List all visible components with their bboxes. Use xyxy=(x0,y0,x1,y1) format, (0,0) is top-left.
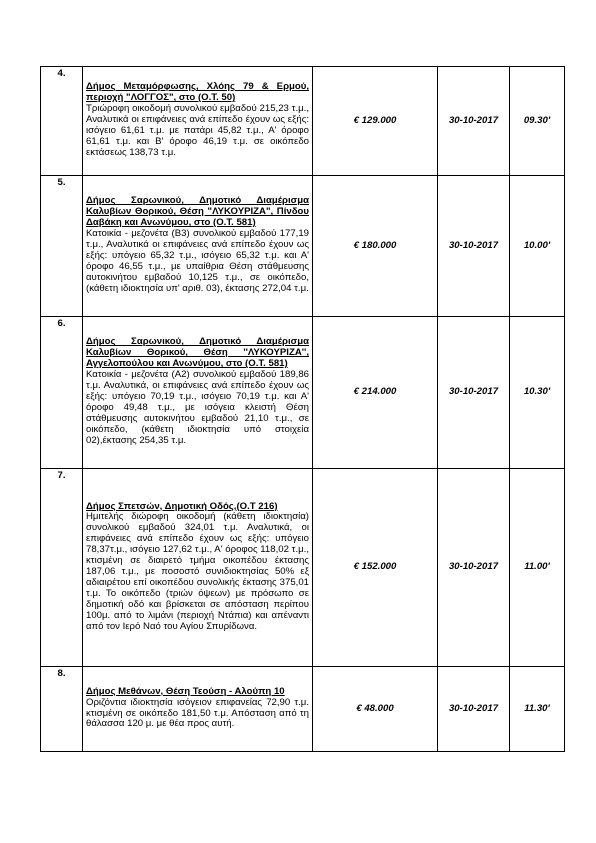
item-location-heading: Δήμος Μεθάνων, Θέση Τεούση - Αλούπη 10 xyxy=(86,685,285,697)
item-price: € 48.000 xyxy=(313,667,438,752)
item-number: 6. xyxy=(41,317,83,469)
item-location-heading: Δήμος Σαρωνικού, Δημοτικό Διαμέρισμα Καλυβίων Θορικού, Θέση "ΛΥΚΟΥΡΙΖΑ", Πίνδου Δαβάκη και Ανωνύμου, στο (Ο.Τ. 581) xyxy=(86,195,309,229)
table-row xyxy=(41,317,565,469)
item-time: 11.00' xyxy=(510,469,565,667)
item-description-cell xyxy=(83,317,313,469)
item-date: 30-10-2017 xyxy=(438,67,510,176)
item-date: 30-10-2017 xyxy=(438,469,510,667)
item-date: 30-10-2017 xyxy=(438,176,510,317)
item-number: 7. xyxy=(41,469,83,667)
item-price: € 180.000 xyxy=(313,176,438,317)
item-date: 30-10-2017 xyxy=(438,667,510,752)
item-number: 8. xyxy=(41,667,83,752)
item-time: 10.30' xyxy=(510,317,565,469)
table-row xyxy=(41,469,565,667)
item-description-cell xyxy=(83,176,313,317)
item-time: 10.00' xyxy=(510,176,565,317)
item-location-heading: Δήμος Σπετσών, Δημοτική Οδός,(Ο.Τ 216) xyxy=(86,500,278,512)
item-description: Τριώροφη οικοδομή συνολικού εμβαδού 215,23 τ.μ., Αναλυτικά οι επιφάνειες ανά επίπεδο έχουν ως εξής: ισόγειο 61,61 τ.μ. με πατάρι 45,82 τ.μ., Α' όροφο 61,61 τ.μ. και Β' όροφο 46,19 τ.μ. σε οικόπεδο εκτάσεως 138,73 τ.μ. xyxy=(86,103,309,158)
item-location-heading: Δήμος Μεταμόρφωσης, Χλόης 79 & Ερμού, περιοχή "ΛΟΓΓΟΣ", στο (Ο.Τ. 50) xyxy=(86,81,309,104)
item-time: 09.30' xyxy=(510,67,565,176)
item-price: € 214.000 xyxy=(313,317,438,469)
auction-table xyxy=(40,66,565,752)
item-description: Ημιτελής διώροφη οικοδομή (κάθετη ιδιοκτησία) συνολικού εμβαδού 324,01 τ.μ. Αναλυτικά, οι επιφάνειες ανά επίπεδο έχουν ως εξής: υπόγειο 78,37τ.μ., ισόγειο 127,62 τ.μ., Α' όροφος 118,02 τ.μ., κτισμένη σε διαιρετό τμήμα οικοπέδου έκτασης 187,06 τ.μ., με ποσοστό συνιδιοκτησίας 50% εξ αδιαιρέτου επί οικοπέδου συνολικής έκτασης 375,01 τ.μ. Το οικόπεδο (τριών όψεων) με πρόσωπο σε δημοτική οδό και βρίσκεται σε απόσταση περίπου 100μ. από το λιμάνι (περιοχή Ντάπια) και απέναντι από τον Ιερό Ναό του Αγίου Σπυρίδωνα. xyxy=(86,511,309,632)
item-description-cell xyxy=(83,469,313,667)
item-date: 30-10-2017 xyxy=(438,317,510,469)
item-number: 5. xyxy=(41,176,83,317)
item-description: Κατοικία - μεζονέτα (Β3) συνολικού εμβαδού 177,19 τ.μ., Αναλυτικά οι επιφάνειες ανά επίπεδο έχουν ως εξής: υπόγειο 65,32 τ.μ., ισόγειο 65,32 τ.μ. και Α' όροφο 46,55 τ.μ., με υπαίθρια Θέση στάθμευσης αυτοκινήτου εμβαδού 10,125 τ.μ., σε οικόπεδο, (κάθετη ιδιοκτησία υπ' αριθ. 03), έκτασης 272,04 τ.μ. xyxy=(86,228,309,294)
item-location-heading: Δήμος Σαρωνικού, Δημοτικό Διαμέρισμα Καλυβίων Θορικού, Θέση ''ΛΥΚΟΥΡΙΖΑ'', Αγγελοπούλου και Ανωνύμου, στο (Ο.Τ. 581) xyxy=(86,336,309,370)
table-row xyxy=(41,176,565,317)
item-description-cell xyxy=(83,67,313,176)
item-time: 11.30' xyxy=(510,667,565,752)
item-description-cell xyxy=(83,667,313,752)
item-description: Κατοικία - μεζονέτα (Α2) συνολικού εμβαδού 189,86 τ.μ. Αναλυτικά, οι επιφάνειες ανά επίπεδο έχουν ως εξής: υπόγειο 70,19 τ.μ., ισόγειο 70,19 τ.μ. και Α' όροφο 49,48 τ.μ., με ισόγεια κλειστή Θέση στάθμευσης αυτοκινήτου εμβαδού 21,10 τ.μ., σε οικόπεδο, (κάθετη ιδιοκτησία υπό στοιχεία 02),έκτασης 254,35 τ.μ. xyxy=(86,369,309,446)
table-row xyxy=(41,67,565,176)
table-row xyxy=(41,667,565,752)
item-price: € 129.000 xyxy=(313,67,438,176)
item-number: 4. xyxy=(41,67,83,176)
item-price: € 152.000 xyxy=(313,469,438,667)
item-description: Οριζόντια ιδιοκτησία ισόγειον επιφανείας 72,90 τ.μ. κτισμένη σε οικόπεδο 181,50 τ.μ. Απόσταση από τη θάλασσα 120 μ. με θέα προς αυτή. xyxy=(86,696,309,730)
